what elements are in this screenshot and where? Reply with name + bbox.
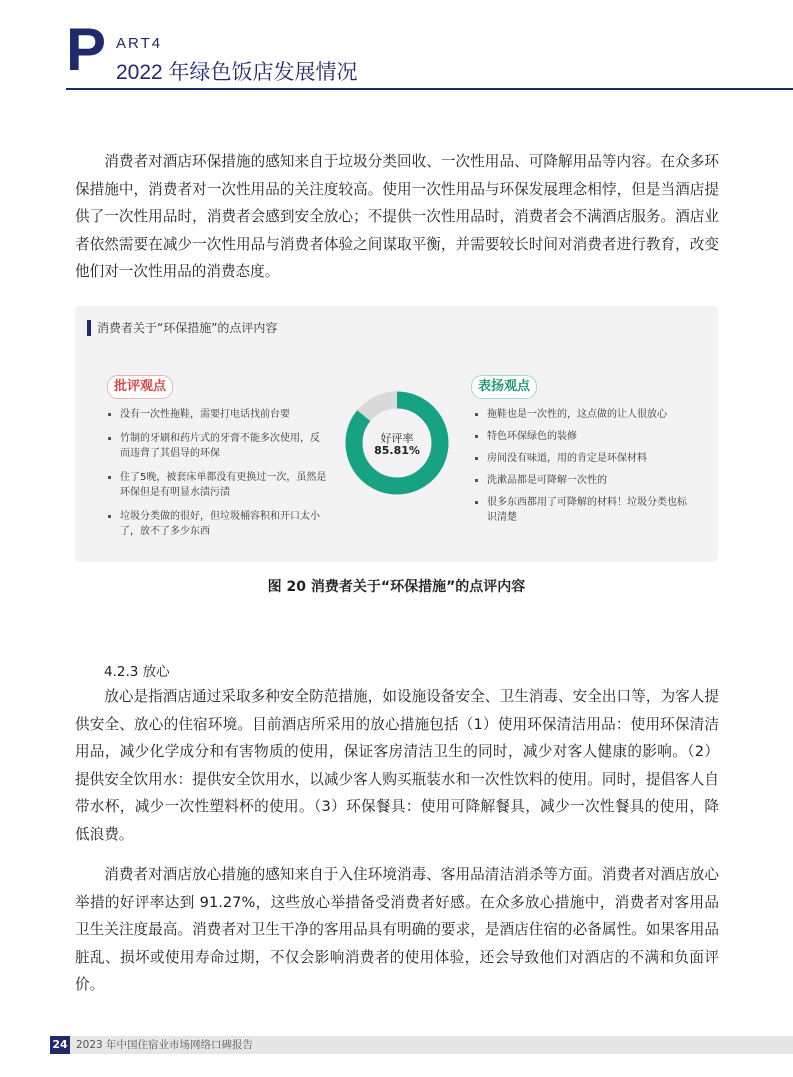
part-letter: P (66, 16, 107, 83)
figure-caption: 图 20 消费者关于“环保措施”的点评内容 (267, 579, 526, 595)
figure-title: 消费者关于“环保措施”的点评内容 (97, 321, 278, 335)
negative-opinion-label: 批评观点 (107, 375, 173, 399)
list-item: 房间没有味道，用的肯定是环保材料 (475, 451, 695, 466)
page-title: 2022 年绿色饭店发展情况 (116, 61, 358, 84)
list-item: 竹制的牙刷和药片式的牙膏不能多次使用，反而违背了其倡导的环保 (108, 431, 328, 461)
header-divider (66, 88, 793, 90)
negative-opinion-list (108, 407, 328, 539)
body-paragraph-3: 消费者对酒店放心措施的感知来自于入住环境消毒、客用品清洁消杀等方面。消费者对酒店放心举措的好评率达到 91.27%，这些放心举措备受消费者好感。在众多放心措施中，消费者对客用品卫生关注度最高。消费者对卫生干净的客用品具有明确的要求，是酒店住宿的必备属性。如果客用品脏乱、损坏或使用寿命过期，不仅会影响消费者的使用体验，还会导致他们对酒店的不满和负面评价。 (75, 866, 719, 993)
list-item: 很多东西都用了可降解的材料！垃圾分类也标识清楚 (475, 495, 695, 525)
body-paragraph-1: 消费者对酒店环保措施的感知来自于垃圾分类回收、一次性用品、可降解用品等内容。在众多环保措施中，消费者对一次性用品的关注度较高。使用一次性用品与环保发展理念相悖，但是当酒店提供了一次性用品时，消费者会感到安全放心；不提供一次性用品时，消费者会不满酒店服务。酒店业者依然需要在减少一次性用品与消费者体验之间谋取平衡，并需要较长时间对消费者进行教育，改变他们对一次性用品的消费态度。 (75, 153, 719, 280)
figure-title-marker (87, 320, 91, 336)
body-paragraph-2: 放心是指酒店通过采取多种安全防范措施，如设施设备安全、卫生消毒、安全出口等，为客人提供安全、放心的住宿环境。目前酒店所采用的放心措施包括（1）使用环保清洁用品：使用环保清洁用品，减少化学成分和有害物质的使用，保证客房清洁卫生的同时，减少对客人健康的影响。（2）提供安全饮用水：提供安全饮用水，以减少客人购买瓶装水和一次性饮料的使用。同时，提倡客人自带水杯，减少一次性塑料杯的使用。（3）环保餐具：使用可降解餐具，减少一次性餐具的使用，降低浪费。 (75, 688, 719, 843)
donut-value: 85.81% (374, 444, 420, 457)
list-item: 没有一次性拖鞋，需要打电话找前台要 (108, 407, 328, 422)
list-item: 垃圾分类做的很好，但垃圾桶容积和开口太小了，放不了多少东西 (108, 509, 328, 539)
list-item: 住了5晚，被套床单都没有更换过一次，虽然是环保但是有明显水渍污渍 (108, 470, 328, 500)
footer-title: 2023 年中国住宿业市场网络口碑报告 (76, 1039, 254, 1051)
positive-opinion-list (475, 407, 695, 525)
page-number: 24 (50, 1036, 70, 1054)
positive-opinion-label: 表扬观点 (471, 375, 537, 399)
donut-label: 好评率 (380, 432, 414, 445)
part-label: ART4 (116, 35, 163, 52)
list-item: 洗漱品都是可降解一次性的 (475, 473, 695, 488)
list-item: 拖鞋也是一次性的，这点做的让人很放心 (475, 407, 695, 422)
section-heading: 4.2.3 放心 (104, 664, 170, 680)
list-item: 特色环保绿色的装修 (475, 429, 695, 444)
